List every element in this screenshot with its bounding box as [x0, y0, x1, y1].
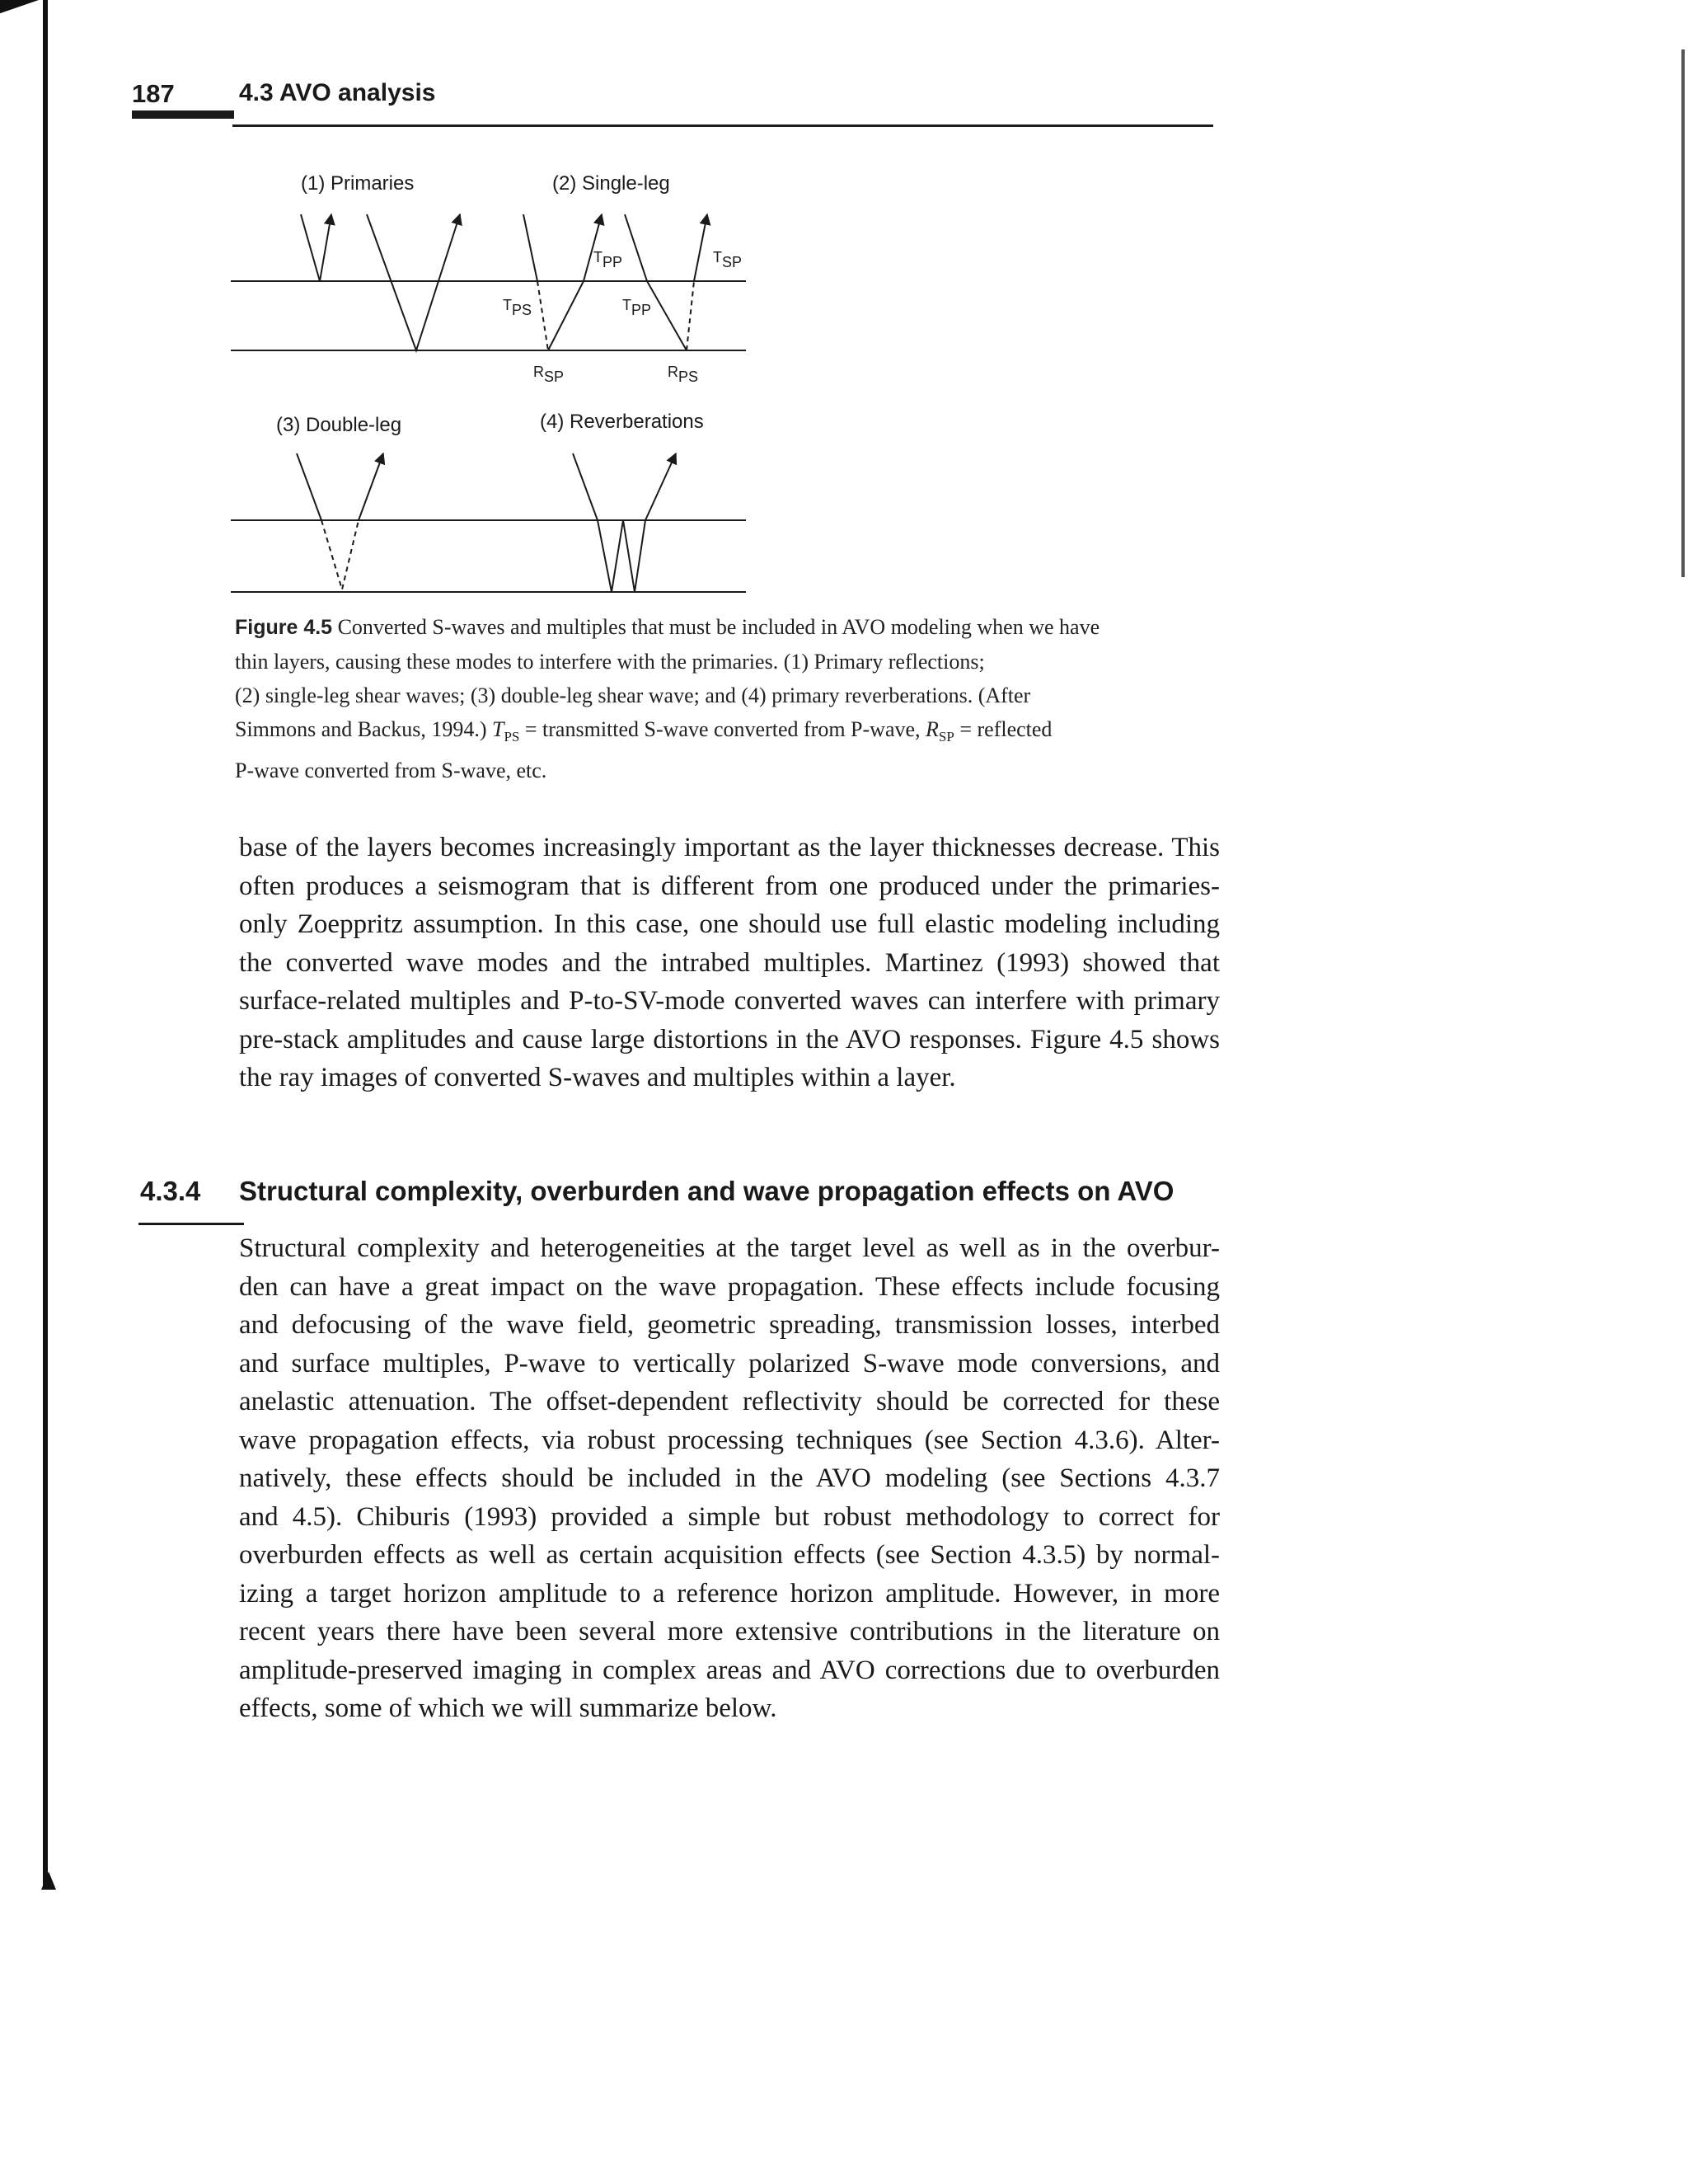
single-leg-ray-tps-shear [537, 281, 548, 350]
paragraph-line: overburden effects as well as certain acquisition effects (see Section 4.3.5) by normal- [239, 1540, 1220, 1570]
paragraph-line: izing a target horizon amplitude to a reference horizon amplitude. However, in more [239, 1578, 1220, 1609]
paragraph-line: amplitude-preserved imaging in complex areas and AVO corrections due to overburden [239, 1655, 1220, 1685]
caption-line-3: (2) single-leg shear waves; (3) double-leg shear wave; and (4) primary reverberations. (After [235, 683, 1031, 707]
caption-line-4: Simmons and Backus, 1994.) $T_{PS}$ = transmitted S-wave converted from P-wave, $R_{SP}$ = reflected [235, 717, 1053, 745]
paragraph-line: and defocusing of the wave field, geometric spreading, transmission losses, interbed [239, 1310, 1220, 1340]
paragraph-line: natively, these effects should be included in the AVO modeling (see Sections 4.3.7 [239, 1463, 1220, 1493]
page-number-bar [132, 110, 234, 119]
paragraph-line: and 4.5). Chiburis (1993) provided a simple but robust methodology to correct for [239, 1501, 1220, 1532]
ray-label-tsp: TSP [713, 249, 743, 270]
paragraph-line: recent years there have been several more extensive contributions in the literature on [239, 1617, 1220, 1646]
paragraph-line: base of the layers becomes increasingly important as the layer thicknesses decrease. This [239, 833, 1220, 862]
panel-label-single-leg: (2) Single-leg [552, 172, 670, 195]
single-leg-ray-tsp-shear [687, 281, 694, 350]
panel-label-reverberations: (4) Reverberations [540, 411, 704, 433]
figure-label: Figure 4.5 [235, 616, 333, 639]
paragraph-line: pre-stack amplitudes and cause large distortions in the AVO responses. Figure 4.5 shows [239, 1024, 1220, 1054]
primary-ray-deep [367, 214, 460, 350]
paragraph-line: wave propagation effects, via robust processing techniques (see Section 4.3.6). Alter- [239, 1425, 1220, 1455]
double-leg-ray-shear [321, 520, 359, 589]
paragraph-line: the ray images of converted S-waves and multiples within a layer. [239, 1063, 956, 1092]
figure-4-5-ray-diagram [231, 165, 758, 610]
ray-label-tpp-lower: TPP [622, 297, 652, 318]
paragraph-line: and surface multiples, P-wave to vertically polarized S-wave mode conversions, and [239, 1348, 1220, 1379]
caption-line-2: thin layers, causing these modes to interfere with the primaries. (1) Primary reflections; [235, 650, 985, 674]
paragraph-line: often produces a seismogram that is different from one produced under the primaries- [239, 871, 1220, 901]
body-paragraph-2 [239, 1229, 1220, 1728]
scan-corner-artifact [0, 0, 48, 16]
section-title: Structural complexity, overburden and wave propagation effects on AVO [239, 1176, 1175, 1206]
paragraph-line: the converted wave modes and the intrabed multiples. Martinez (1993) showed that [239, 947, 1220, 978]
paragraph-line: den can have a great impact on the wave propagation. These effects include focusing [239, 1271, 1220, 1302]
scan-edge-artifact [43, 0, 48, 1888]
ray-label-tps: TPS [503, 297, 532, 318]
header-rule [232, 124, 1213, 127]
single-leg-ray-tps-down [523, 214, 537, 281]
single-leg-ray-rps-down [625, 214, 687, 350]
panel-label-double-leg: (3) Double-leg [276, 414, 402, 436]
ray-label-rsp: RSP [533, 364, 565, 385]
body-paragraph-1 [239, 829, 1220, 1097]
scan-right-edge-artifact [1681, 49, 1685, 577]
paragraph-line: Structural complexity and heterogeneities at the target level as well as in the overbur- [239, 1233, 1220, 1263]
paragraph-line: only Zoeppritz assumption. In this case, one should use full elastic modeling including [239, 909, 1220, 939]
single-leg-ray-tsp-up [694, 214, 707, 281]
figure-caption [235, 610, 1216, 787]
section-number-rule [138, 1223, 244, 1225]
paragraph-line: surface-related multiples and P-to-SV-mode converted waves can interfere with primary [239, 986, 1220, 1016]
double-leg-ray-down [297, 453, 321, 520]
scan-margin-mark [41, 1872, 56, 1890]
running-header-title: 4.3 AVO analysis [239, 79, 436, 106]
paragraph-line: anelastic attenuation. The offset-dependent reflectivity should be corrected for these [239, 1387, 1220, 1416]
reverberation-ray [573, 453, 676, 592]
primary-ray-shallow [301, 214, 331, 281]
single-leg-ray-rsp-up [548, 214, 602, 350]
section-number: 4.3.4 [140, 1176, 201, 1206]
caption-line-1: Figure 4.5 Converted S-waves and multiples that must be included in AVO modeling when we have [235, 615, 1100, 639]
ray-label-rps: RPS [668, 364, 699, 385]
ray-label-tpp-upper: TPP [593, 249, 623, 270]
double-leg-ray-up [359, 453, 383, 520]
caption-line-5: P-wave converted from S-wave, etc. [235, 759, 547, 783]
paragraph-line: effects, some of which we will summarize below. [239, 1693, 777, 1723]
page-number: 187 [132, 79, 175, 108]
panel-label-primaries: (1) Primaries [301, 172, 415, 195]
